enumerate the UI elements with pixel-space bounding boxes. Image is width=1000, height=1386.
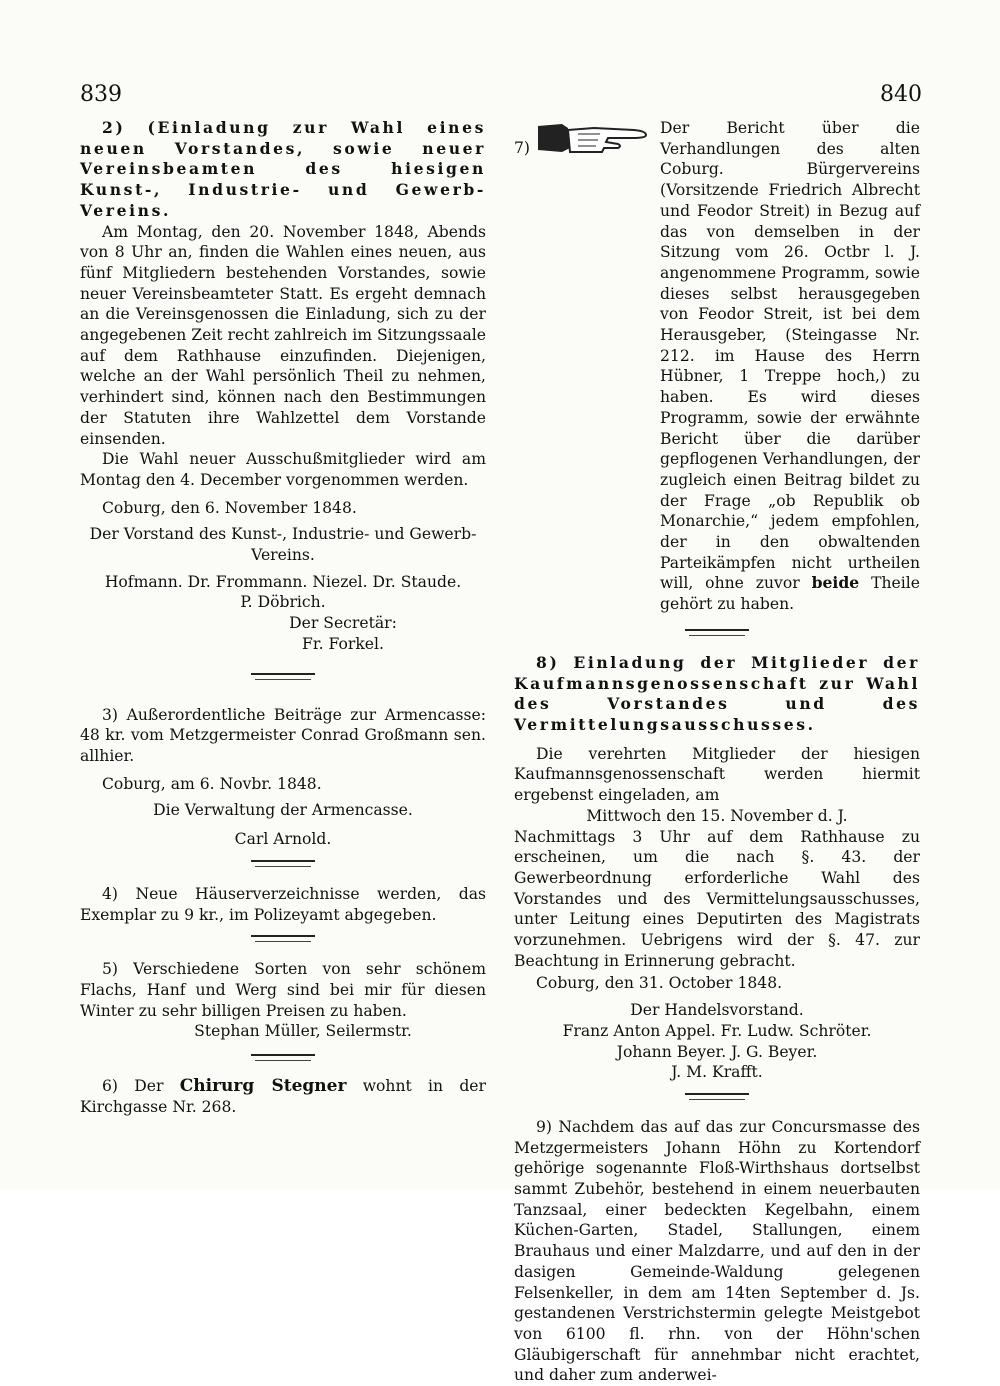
notice-5-body: 5) Verschiedene Sorten von sehr schönem Flachs, Hanf und Werg sind bei mir für diesen Winter zu sehr billigen Preisen zu haben. xyxy=(80,960,486,1020)
notice-8-when: Mittwoch den 15. November d. J. xyxy=(586,806,848,825)
notice-4-body: 4) Neue Häuserverzeichnisse werden, das Exemplar zu 9 kr., im Polizeyamt abgegeben. xyxy=(80,884,486,924)
notice-8-signature-names-2: Johann Beyer. J. G. Beyer. xyxy=(616,1042,818,1061)
section-divider xyxy=(251,673,315,679)
right-column xyxy=(514,118,920,1386)
notice-2-signature-names: Hofmann. Dr. Frommann. Niezel. Dr. Staude. xyxy=(104,572,462,591)
notice-5-signature: Stephan Müller, Seilermstr. xyxy=(194,1022,412,1041)
notice-2-body-2: Die Wahl neuer Ausschußmitglieder wird am Montag den 4. December vorgenommen werden. xyxy=(80,450,486,489)
notice-2-signature-name-2: P. Döbrich. xyxy=(240,593,326,612)
notice-2-secretary-name: Fr. Forkel. xyxy=(302,634,384,653)
notice-2-date: Coburg, den 6. November 1848. xyxy=(102,498,357,517)
notice-7-number: 7) xyxy=(514,139,531,157)
notice-7-bold-word: beide xyxy=(811,573,860,593)
notice-7-body xyxy=(660,118,920,615)
notice-8-body-2: Nachmittags 3 Uhr auf dem Rathhause zu erscheinen, um die nach §. 43. der Gewerbeordnung erforderliche Wahl des Vorstandes und des Vermittelungsausschusses, unter Leitung eines Deputirten des Magistrats vorzunehmen. Uebrigens wird der §. 47. zur Beachtung in Erinnerung gebracht. xyxy=(514,827,920,970)
section-divider xyxy=(251,1054,315,1060)
notice-2-heading: 2) (Einladung zur Wahl eines neuen Vorstandes, sowie neuer Vereinsbeamten des hiesigen Kunst-, Industrie- und Gewerb-Vereins. xyxy=(80,118,486,220)
notice-6-body xyxy=(80,1076,486,1117)
notice-7-text: Der Bericht über die Verhandlungen des alten Coburg. Bürgervereins (Vorsitzende Friedrich Albrecht und Feodor Streit) in Bezug auf das von demselben in der Sitzung vom 26. Octbr l. J. angenommene Programm, sowie dieses selbst herausgegeben von Feodor Streit, ist bei dem Herausgeber, (Steingasse Nr. 212. im Hause des Herrn Hübner, 1 Treppe hoch,) zu haben. Es wird dieses Programm, sowie der erwähnte Bericht über die darüber gepflogenen Verhandlungen, der zugleich einen Beitrag bildet zu der Frage „ob Republik ob Monarchie,“ jedem empfohlen, der in den obwaltenden Parteikämpfen nicht urtheilen will, ohne zuvor xyxy=(660,119,920,593)
notice-9-body: 9) Nachdem das auf das zur Concursmasse des Metzgermeisters Johann Höhn zu Kortendorf gehörige sogenannte Floß-Wirthshaus dortselbst sammt Zubehör, bestehend in einem neuerbauten Tanzsaal, einer bedeckten Kegelbahn, einem Küchen-Garten, Stadel, Stallungen, einem Brauhaus und einer Malzdarre, und auf den in der dasigen Gemeinde-Waldung gelegenen Felsenkeller, in dem am 14ten September d. Js. gestandenen Verstrichstermin gelegte Meistgebot von 6100 fl. rhn. von der Höhn'schen Gläubigerschaft für annehmbar nicht erachtet, und daher zum anderwei- xyxy=(514,1117,920,1385)
section-divider xyxy=(685,629,749,635)
notice-2-body: Am Montag, den 20. November 1848, Abends von 8 Uhr an, finden die Wahlen eines neuen, aus fünf Mitgliedern bestehenden Vorstandes, sowie neuer Vereinsbeamteter Statt. Es ergeht demnach an die Vereinsgenossen die Einladung, sich zu der angegebenen Zeit recht zahlreich im Sitzungssaale auf dem Rathhause einzufinden. Diejenigen, welche an der Wahl persönlich Theil zu nehmen, verhindert sind, können nach den Bestimmungen der Statuten ihre Wahlzettel dem Vorstande einsenden. xyxy=(80,222,486,448)
pointing-hand-icon xyxy=(534,118,650,164)
section-divider xyxy=(251,860,315,866)
notice-7-block xyxy=(514,118,920,615)
notice-8-signature-names-1: Franz Anton Appel. Fr. Ludw. Schröter. xyxy=(562,1021,872,1040)
notice-8-signature-org: Der Handelsvorstand. xyxy=(630,1001,804,1020)
notice-8-signature-names-3: J. M. Krafft. xyxy=(671,1063,763,1082)
notice-6-suffix: wohnt in der Kirchgasse Nr. 268. xyxy=(80,1077,486,1116)
notice-8-date: Coburg, den 31. October 1848. xyxy=(536,974,783,993)
notice-2-signature-org: Der Vorstand des Kunst-, Industrie- und Gewerb-Vereins. xyxy=(89,525,477,565)
section-divider xyxy=(685,1093,749,1099)
section-divider xyxy=(251,935,315,941)
notice-6-prefix: 6) Der xyxy=(102,1077,164,1096)
page-number-right: 840 xyxy=(880,82,922,107)
notice-6-bold-name: Chirurg Stegner xyxy=(179,1076,347,1097)
notice-2-secretary-label: Der Secretär: xyxy=(289,614,397,633)
notice-8-body-1: Die verehrten Mitglieder der hiesigen Kaufmannsgenossenschaft werden hiermit ergebenst eingeladen, am xyxy=(514,744,920,805)
notice-3-body: 3) Außerordentliche Beiträge zur Armencasse: 48 kr. vom Metzgermeister Conrad Großmann sen. allhier. xyxy=(80,705,486,765)
notice-3-signature-org: Die Verwaltung der Armencasse. xyxy=(153,801,413,820)
notice-3-date: Coburg, am 6. Novbr. 1848. xyxy=(102,774,322,793)
notice-8-heading: 8) Einladung der Mitglieder der Kaufmannsgenossenschaft zur Wahl des Vorstandes und des Vermittelungsausschusses. xyxy=(514,652,920,734)
notice-7-text-end: Theile gehört zu haben. xyxy=(660,574,920,614)
page-number-left: 839 xyxy=(80,82,122,107)
left-column xyxy=(80,118,486,1117)
notice-3-signature-name: Carl Arnold. xyxy=(234,830,332,849)
